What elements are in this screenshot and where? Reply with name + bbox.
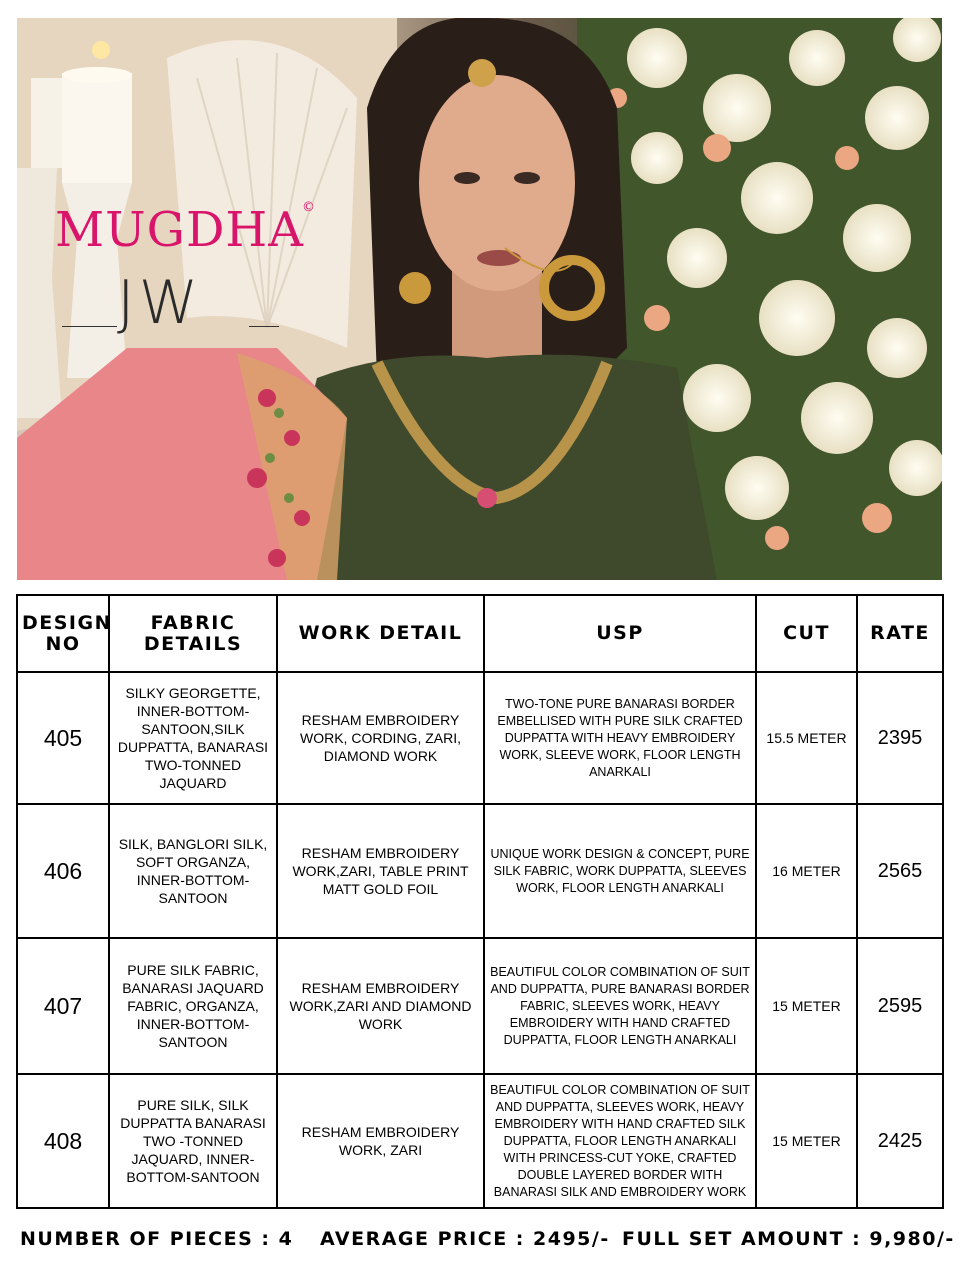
fabric-cell: PURE SILK, SILK DUPPATTA BANARASI TWO -TONNED JAQUARD, INNER-BOTTOM-SANTOON [109,1074,277,1208]
cut-cell: 16 METER [756,804,857,938]
header-fabric: FABRIC DETAILS [109,595,277,672]
brand-sub-logo: JW [117,268,203,338]
header-usp: USP [484,595,756,672]
fabric-cell: SILK, BANGLORI SILK, SOFT ORGANZA, INNER-BOTTOM-SANTOON [109,804,277,938]
work-cell: RESHAM EMBROIDERY WORK, ZARI [277,1074,484,1208]
table-row [17,672,943,804]
usp-cell: TWO-TONE PURE BANARASI BORDER EMBELLISED WITH PURE SILK CRAFTED DUPPATTA WITH HEAVY EMBROIDERY WORK, SLEEVE WORK, FLOOR LENGTH ANARKALI [484,672,756,804]
rate-cell: 2395 [857,672,943,804]
design-no-cell: 407 [17,938,109,1074]
design-no-cell: 408 [17,1074,109,1208]
jw-rule-right [249,326,279,327]
cut-cell: 15 METER [756,1074,857,1208]
copyright-mark: © [302,200,315,215]
header-rate: RATE [857,595,943,672]
fabric-cell: PURE SILK FABRIC, BANARASI JAQUARD FABRIC, ORGANZA, INNER-BOTTOM-SANTOON [109,938,277,1074]
rate-cell: 2595 [857,938,943,1074]
design-no-cell: 406 [17,804,109,938]
fabric-cell: SILKY GEORGETTE, INNER-BOTTOM-SANTOON,SILK DUPPATTA, BANARASI TWO-TONNED JAQUARD [109,672,277,804]
usp-cell: BEAUTIFUL COLOR COMBINATION OF SUIT AND DUPPATTA, PURE BANARASI BORDER FABRIC, SLEEVES WORK, HEAVY EMBROIDERY WITH HAND CRAFTED DUPPATTA, FLOOR LENGTH ANARKALI [484,938,756,1074]
table-row [17,804,943,938]
table-row [17,938,943,1074]
brand-name: MUGDHA [55,202,304,258]
work-cell: RESHAM EMBROIDERY WORK,ZARI AND DIAMOND WORK [277,938,484,1074]
usp-cell: UNIQUE WORK DESIGN & CONCEPT, PURE SILK FABRIC, WORK DUPPATTA, SLEEVES WORK, FLOOR LENGTH ANARKALI [484,804,756,938]
table-header-row [17,595,943,672]
footer-pieces: NUMBER OF PIECES : 4 [20,1228,294,1250]
usp-cell: BEAUTIFUL COLOR COMBINATION OF SUIT AND DUPPATTA, SLEEVES WORK, HEAVY EMBROIDERY WITH HAND CRAFTED SILK DUPPATTA, FLOOR LENGTH ANARKALI WITH PRINCESS-CUT YOKE, CRAFTED DOUBLE LAYERED BORDER WITH BANARASI SILK AND EMBROIDERY WORK [484,1074,756,1208]
header-cut: CUT [756,595,857,672]
jw-rule-left [62,326,117,327]
header-work: WORK DETAIL [277,595,484,672]
hero-photo [17,18,942,580]
header-design-no: DESIGN NO [17,595,109,672]
rate-cell: 2565 [857,804,943,938]
footer-average-price: AVERAGE PRICE : 2495/- [320,1228,610,1250]
cut-cell: 15 METER [756,938,857,1074]
footer-full-set-amount: FULL SET AMOUNT : 9,980/- [622,1228,955,1250]
brand-logo [55,202,304,258]
table-row [17,1074,943,1208]
cut-cell: 15.5 METER [756,672,857,804]
rate-cell: 2425 [857,1074,943,1208]
work-cell: RESHAM EMBROIDERY WORK,ZARI, TABLE PRINT MATT GOLD FOIL [277,804,484,938]
design-no-cell: 405 [17,672,109,804]
catalogue-table [16,594,944,1209]
work-cell: RESHAM EMBROIDERY WORK, CORDING, ZARI, DIAMOND WORK [277,672,484,804]
